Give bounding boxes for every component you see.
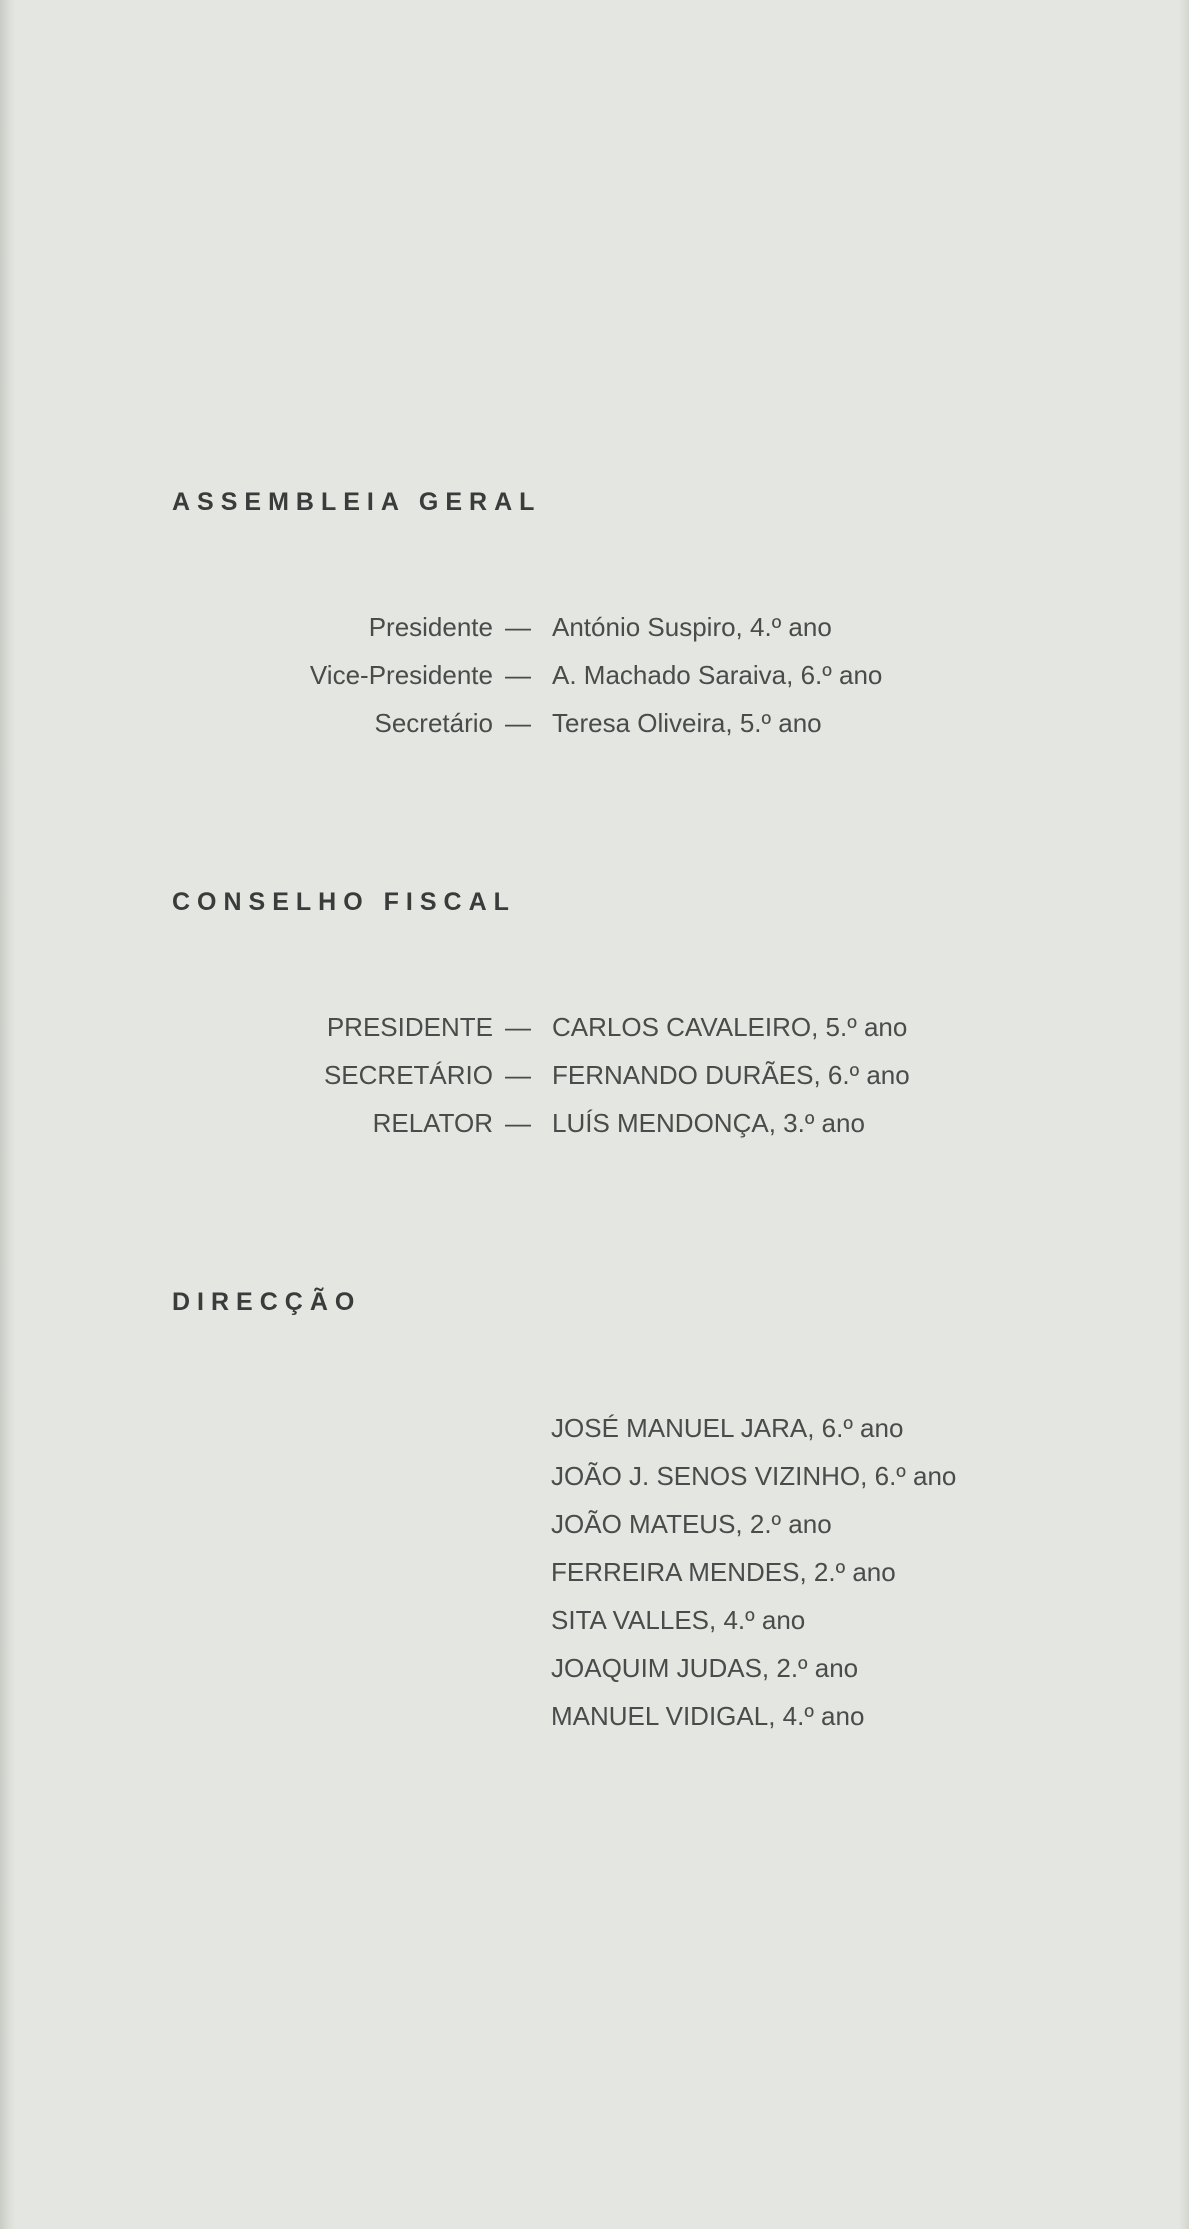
direccao-member: JOÃO MATEUS, 2.º ano bbox=[551, 1509, 832, 1539]
assembleia-row-secretario bbox=[0, 708, 1189, 748]
direccao-member: JOAQUIM JUDAS, 2.º ano bbox=[551, 1653, 859, 1683]
dash-separator: — bbox=[505, 708, 531, 738]
assembleia-row-vice-presidente bbox=[0, 660, 1189, 700]
member-name: A. Machado Saraiva, 6.º ano bbox=[552, 660, 883, 690]
assembleia-row-presidente bbox=[0, 612, 1189, 652]
dash-separator: — bbox=[505, 1108, 531, 1138]
conselho-row-presidente bbox=[0, 1012, 1189, 1052]
direccao-member: FERREIRA MENDES, 2.º ano bbox=[551, 1557, 896, 1587]
section-heading-assembleia-geral: ASSEMBLEIA GERAL bbox=[172, 488, 542, 516]
role-label: SECRETÁRIO bbox=[323, 1060, 493, 1090]
member-name: FERNANDO DURÃES, 6.º ano bbox=[552, 1060, 910, 1090]
conselho-row-relator bbox=[0, 1108, 1189, 1148]
member-name: LUÍS MENDONÇA, 3.º ano bbox=[552, 1108, 865, 1138]
member-name: António Suspiro, 4.º ano bbox=[552, 612, 832, 642]
role-label: Presidente bbox=[368, 612, 493, 642]
direccao-member: MANUEL VIDIGAL, 4.º ano bbox=[551, 1701, 865, 1731]
role-label: Secretário bbox=[374, 708, 493, 738]
dash-separator: — bbox=[505, 1012, 531, 1042]
direccao-member: JOÃO J. SENOS VIZINHO, 6.º ano bbox=[551, 1461, 957, 1491]
conselho-row-secretario bbox=[0, 1060, 1189, 1100]
section-heading-conselho-fiscal: CONSELHO FISCAL bbox=[172, 888, 516, 916]
dash-separator: — bbox=[505, 660, 531, 690]
role-label: Vice-Presidente bbox=[309, 660, 493, 690]
member-name: Teresa Oliveira, 5.º ano bbox=[552, 708, 822, 738]
section-heading-direccao: DIRECÇÃO bbox=[172, 1288, 362, 1316]
role-label: PRESIDENTE bbox=[326, 1012, 493, 1042]
dash-separator: — bbox=[505, 612, 531, 642]
member-name: CARLOS CAVALEIRO, 5.º ano bbox=[552, 1012, 908, 1042]
direccao-member: SITA VALLES, 4.º ano bbox=[551, 1605, 806, 1635]
direccao-member: JOSÉ MANUEL JARA, 6.º ano bbox=[551, 1413, 904, 1443]
dash-separator: — bbox=[505, 1060, 531, 1090]
role-label: RELATOR bbox=[372, 1108, 493, 1138]
